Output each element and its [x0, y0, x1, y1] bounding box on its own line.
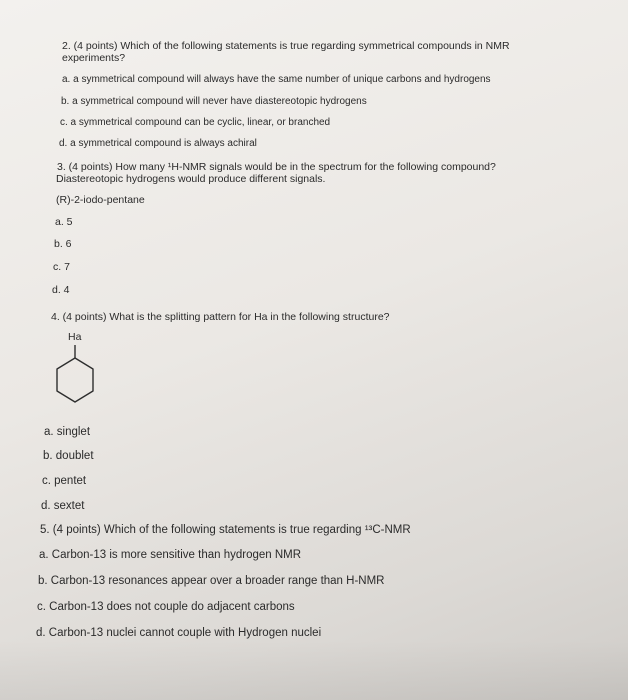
q2-option-d: d. a symmetrical compound is always achiral — [59, 138, 257, 149]
q3-stem-line1: 3. (4 points) How many ¹H-NMR signals would be in the spectrum for the following compound? — [57, 161, 496, 173]
q4-option-c: c. pentet — [42, 475, 87, 487]
q4-option-a: a. singlet — [44, 426, 91, 438]
q4-option-b: b. doublet — [43, 450, 94, 462]
q4-ha-label: Ha — [68, 331, 82, 343]
q5-option-a: a. Carbon-13 is more sensitive than hydrogen NMR — [39, 549, 302, 561]
cyclohexane-ring — [57, 358, 93, 402]
q3-option-c: c. 7 — [53, 261, 70, 273]
q2-option-c: c. a symmetrical compound can be cyclic, linear, or branched — [60, 117, 331, 128]
q5-option-c: c. Carbon-13 does not couple do adjacent carbons — [37, 601, 295, 613]
q5-stem: 5. (4 points) Which of the following statements is true regarding ¹³C-NMR — [40, 524, 411, 536]
q4-stem: 4. (4 points) What is the splitting pattern for Ha in the following structure? — [51, 311, 390, 323]
photo-shadow — [0, 640, 628, 700]
q3-option-d: d. 4 — [52, 284, 70, 296]
q3-compound-name: (R)-2-iodo-pentane — [56, 194, 145, 206]
q3-option-b: b. 6 — [54, 238, 72, 250]
cyclohexane-structure — [44, 330, 104, 416]
q2-option-a: a. a symmetrical compound will always have the same number of unique carbons and hydrogens — [62, 74, 491, 85]
q5-option-b: b. Carbon-13 resonances appear over a broader range than H-NMR — [38, 575, 385, 587]
q5-option-d: d. Carbon-13 nuclei cannot couple with Hydrogen nuclei — [36, 627, 322, 639]
q2-option-b: b. a symmetrical compound will never have diastereotopic hydrogens — [61, 96, 367, 107]
q3-stem-line2: Diastereotopic hydrogens would produce different signals. — [56, 173, 326, 185]
q2-stem-line1: 2. (4 points) Which of the following statements is true regarding symmetrical compounds in NMR — [62, 40, 510, 52]
q3-option-a: a. 5 — [55, 216, 73, 228]
q2-stem-line2: experiments? — [62, 52, 126, 64]
q4-option-d: d. sextet — [41, 500, 85, 512]
